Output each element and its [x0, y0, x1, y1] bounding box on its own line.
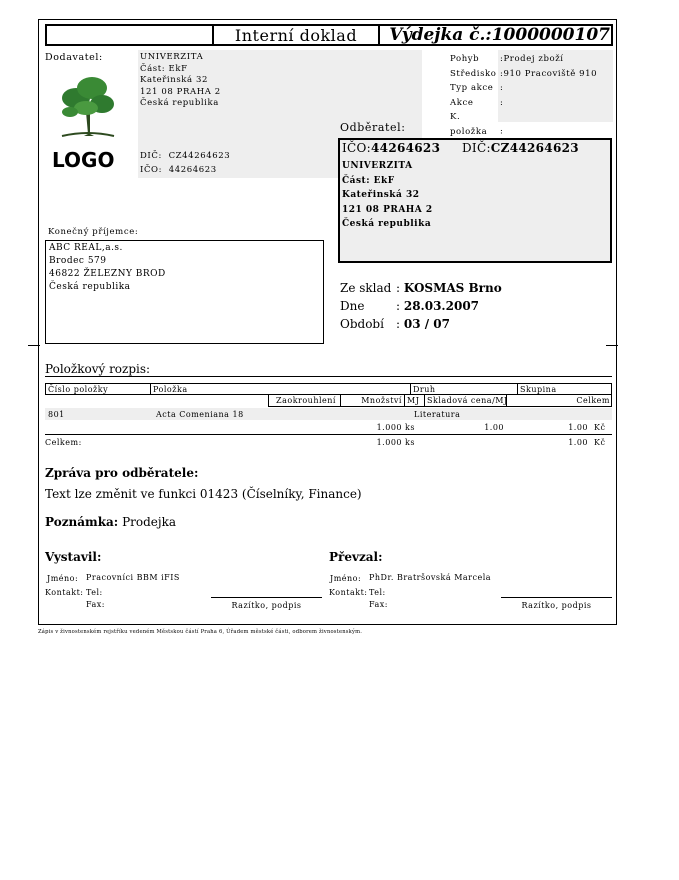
note [45, 515, 176, 529]
customer-address [342, 159, 433, 232]
issued-signature-line [211, 597, 322, 598]
issued-contact-label: Kontakt: [45, 588, 84, 597]
movement-value: 910 Pracoviště 910 [503, 68, 598, 79]
issued-tel-label: Tel: [86, 588, 103, 597]
recipient-line: 46822 ŽELEZNY BROD [49, 269, 166, 279]
item-type: Literatura [414, 410, 461, 419]
received-name: PhDr. Bratršovská Marcela [369, 573, 492, 582]
footer-registration: Zápis v živnostenském rejstříku vedeném Městskou částí Praha 6, Úřadem městské části, odborem živnostenským. [38, 629, 363, 635]
date-label: Dne [340, 299, 365, 313]
customer-line: Část: EkF [342, 175, 395, 186]
issued-name: Pracovníci BBM iFIS [86, 573, 180, 582]
customer-line: Kateřinská 32 [342, 190, 420, 200]
supplier-line: Část: EkF [140, 63, 188, 74]
note-text: Prodejka [122, 515, 177, 529]
col-quantity: Množství [340, 395, 404, 406]
col-unit: MJ [404, 395, 424, 406]
supplier-ico: 44264623 [168, 164, 217, 175]
supplier-ico-label: IČO: [140, 164, 163, 175]
recipient-line: Brodec 579 [49, 256, 107, 266]
col-rounding: Zaokrouhlení [276, 396, 336, 405]
received-stamp-label: Razítko, podpis [521, 601, 592, 610]
movement-label: K. položka [450, 112, 488, 137]
received-title: Převzal: [329, 550, 383, 564]
item-total: 1.00 [568, 423, 588, 432]
table-row [45, 408, 612, 420]
movement-info: Pohyb :Prodej zboží Středisko :910 Pracoviště 910 Typ akce : Akce : K. položka : [450, 52, 597, 139]
customer-line: 121 08 PRAHA 2 [342, 204, 433, 215]
supplier-line: Česká republika [140, 98, 219, 108]
supplier-dic: CZ44264623 [168, 151, 231, 161]
customer-dic: CZ44264623 [490, 141, 579, 155]
movement-value: Prodej zboží [503, 54, 564, 64]
movement-label: Typ akce [450, 83, 494, 93]
item-price: 1.00 [484, 423, 504, 432]
warehouse-value: KOSMAS Brno [403, 281, 502, 295]
final-recipient-label: Konečný příjemce: [48, 227, 139, 237]
total-label: Celkem: [45, 438, 82, 447]
fold-mark-left [28, 345, 40, 346]
total-unit: ks [405, 438, 415, 447]
item-unit: ks [405, 423, 415, 432]
recipient-line: Česká republika [49, 282, 131, 292]
final-recipient-address [49, 242, 166, 294]
supplier-line: Kateřinská 32 [140, 75, 209, 85]
date-value: 28.03.2007 [403, 299, 480, 313]
col-unit-price: Skladová cena/MJ [424, 395, 506, 406]
warehouse-info: Ze sklad : KOSMAS Brno Dne : 28.03.2007 Období : 03 / 07 [340, 281, 502, 331]
col-type: Druh [410, 384, 436, 394]
item-name: Acta Comeniana 18 [156, 410, 244, 419]
customer-ico-line [342, 141, 440, 155]
item-number: 801 [48, 410, 65, 419]
col-item-number: Číslo položky [48, 385, 109, 394]
col-total: Celkem [506, 395, 613, 406]
received-signature-line [501, 597, 612, 598]
item-currency: Kč [594, 423, 606, 432]
issued-stamp-label: Razítko, podpis [231, 601, 302, 610]
message-text: Text lze změnit ve funkci 01423 (Číselníky, Finance) [45, 487, 362, 501]
total-value: 1.00 [568, 438, 588, 447]
fold-mark-right [606, 345, 618, 346]
received-contact-label: Kontakt: [329, 588, 368, 597]
items-divider [45, 376, 612, 377]
col-group: Skupina [517, 384, 557, 394]
col-item-name: Položka [150, 384, 188, 394]
total-divider [45, 434, 612, 435]
supplier-line: 121 08 PRAHA 2 [140, 86, 221, 97]
tree-logo-icon [58, 72, 118, 140]
supplier-line: UNIVERZITA [140, 52, 204, 62]
items-header-row2 [268, 395, 612, 407]
supplier-address [140, 52, 221, 110]
items-header-row1 [45, 383, 612, 395]
total-quantity: 1.000 [376, 438, 402, 447]
movement-label: Středisko [450, 68, 497, 79]
received-name-label: Jméno: [330, 574, 362, 583]
customer-dic-line [462, 141, 579, 155]
customer-ico-label: IČO: [342, 141, 372, 155]
issued-name-label: Jméno: [47, 574, 79, 583]
period-value: 03 / 07 [403, 317, 450, 331]
customer-dic-label: DIČ: [462, 141, 491, 155]
supplier-dic-label: DIČ: [140, 151, 162, 161]
received-tel-label: Tel: [369, 588, 386, 597]
note-label: Poznámka: [45, 515, 119, 529]
items-label: Položkový rozpis: [45, 362, 151, 376]
movement-label: Akce [450, 97, 474, 108]
received-fax-label: Fax: [369, 600, 388, 609]
document-title: Výdejka č.:1000000107 [389, 25, 610, 45]
item-quantity: 1.000 [376, 423, 402, 432]
customer-label: Odběratel: [340, 121, 406, 134]
message-title: Zpráva pro odběratele: [45, 466, 199, 480]
logo-text: LOGO [52, 148, 115, 172]
supplier-ids [140, 151, 230, 176]
movement-label: Pohyb [450, 54, 480, 64]
recipient-line: ABC REAL,a.s. [49, 243, 123, 253]
total-currency: Kč [594, 438, 606, 447]
customer-ico: 44264623 [371, 141, 441, 155]
warehouse-label: Ze sklad [340, 281, 392, 295]
period-label: Období [340, 317, 384, 331]
customer-line: UNIVERZITA [342, 161, 413, 171]
customer-line: Česká republika [342, 219, 432, 229]
supplier-label: Dodavatel: [45, 52, 103, 63]
issued-fax-label: Fax: [86, 600, 105, 609]
issued-title: Vystavil: [45, 550, 102, 564]
document-type: Interní doklad [234, 26, 358, 45]
